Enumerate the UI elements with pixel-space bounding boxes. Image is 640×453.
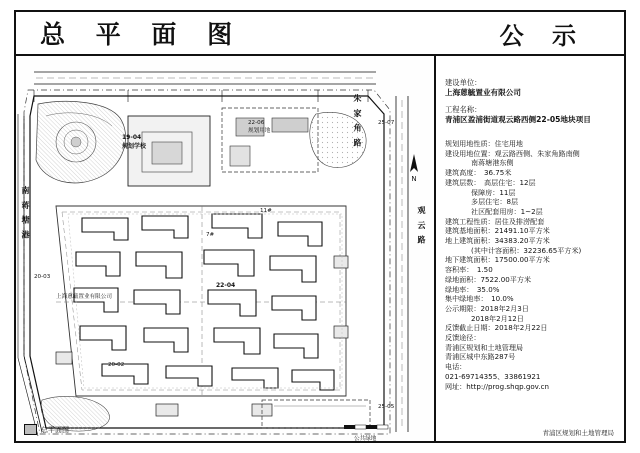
svg-text:N: N <box>411 175 417 182</box>
map-label-road-top: 朱 家 角 路 <box>353 94 362 149</box>
legend <box>24 424 69 435</box>
north-arrow-icon <box>406 152 422 182</box>
info-row: 南蒋塘港东侧 <box>471 158 514 168</box>
map-label-plot-2204: 22-04 <box>216 282 236 289</box>
info-rows <box>445 139 618 391</box>
info-row: 建筑基地面积：21491.10平方米 <box>445 226 550 236</box>
info-row: 保障房：11层 <box>471 187 516 197</box>
info-row: 反馈截止日期：2018年2月22日 <box>445 323 548 333</box>
map-label-plot-2507: 25-07 <box>378 120 395 126</box>
project-label: 工程名称： <box>445 104 482 114</box>
map-label-plot-2002: 20-02 <box>108 362 125 368</box>
site-plan-vector <box>16 56 436 441</box>
developer-block <box>445 78 618 99</box>
project-info-panel <box>436 56 624 441</box>
map-label-building-11: 11# <box>260 208 272 214</box>
project-value: 青浦区盈浦街道观云路西侧22-05地块项目 <box>445 114 591 124</box>
map-label-building-7: 7# <box>206 232 215 238</box>
info-row: 绿地面积：7522.00平方米 <box>445 274 532 284</box>
info-row: 2018年2月12日 <box>471 313 524 323</box>
legend-swatch <box>24 424 37 435</box>
map-label-company: 上海蒽毓置业有限公司 <box>56 294 112 300</box>
info-row: 建设用地位置：观云路西侧、朱家角路南侧 <box>445 148 580 158</box>
map-label-road-right: 观 云 路 <box>417 206 426 246</box>
info-row: 社区配套用房：1~2层 <box>471 206 543 216</box>
info-row: 021-69714355、33861921 <box>445 371 541 381</box>
info-row: 建筑层数： 高层住宅：12层 <box>445 177 536 187</box>
developer-value: 上海蒽毓置业有限公司 <box>445 88 521 97</box>
title-bar <box>16 12 624 56</box>
info-row: 容积率： 1.50 <box>445 265 493 275</box>
info-row: 公示期限：2018年2月3日 <box>445 303 529 313</box>
map-label-plot-2003: 20-03 <box>34 274 51 280</box>
map-label-public-green: 公共绿地 <box>354 436 377 441</box>
legend-label: 总平面图 <box>41 425 69 434</box>
site-plan-drawing <box>16 56 436 441</box>
map-label-river-left: 南 蒋 塘 港 <box>21 186 30 241</box>
info-row: 反馈途径： <box>445 333 481 343</box>
scale-bar <box>344 423 390 433</box>
info-row: 多层住宅：8层 <box>471 197 519 207</box>
map-label-plot-2505: 25-05 <box>378 404 395 410</box>
page-subtitle: 公 示 <box>499 21 586 50</box>
info-row: (其中计容面积：32236.65平方米) <box>471 245 582 255</box>
info-row: 集中绿地率： 10.0% <box>445 294 514 304</box>
info-row: 绿地率： 35.0% <box>445 284 500 294</box>
info-row: 地上建筑面积：34383.20平方米 <box>445 236 550 246</box>
info-row: 电话： <box>445 362 467 372</box>
info-row: 网址：http://prog.shqp.gov.cn <box>445 381 549 391</box>
page-title: 总 平 面 图 <box>40 20 244 49</box>
issuing-authority: 青浦区规划和土地管理局 <box>542 429 614 437</box>
map-label-school: 19-04 规划学校 <box>122 134 147 150</box>
info-row: 青浦区城中东路287号 <box>445 352 516 362</box>
map-label-plot-2206: 22-06 规划用地 <box>248 120 271 134</box>
project-block <box>445 105 618 126</box>
info-row: 青浦区规划和土地管理局 <box>445 342 524 352</box>
developer-label: 建设单位： <box>445 78 482 87</box>
info-row: 规划用地性质：住宅用地 <box>445 139 524 148</box>
info-row: 地下建筑面积：17500.00平方米 <box>445 255 550 265</box>
info-row: 建筑工程性质：居住及排涝配套 <box>445 216 545 226</box>
info-row: 建筑高度： 36.75米 <box>445 168 512 178</box>
